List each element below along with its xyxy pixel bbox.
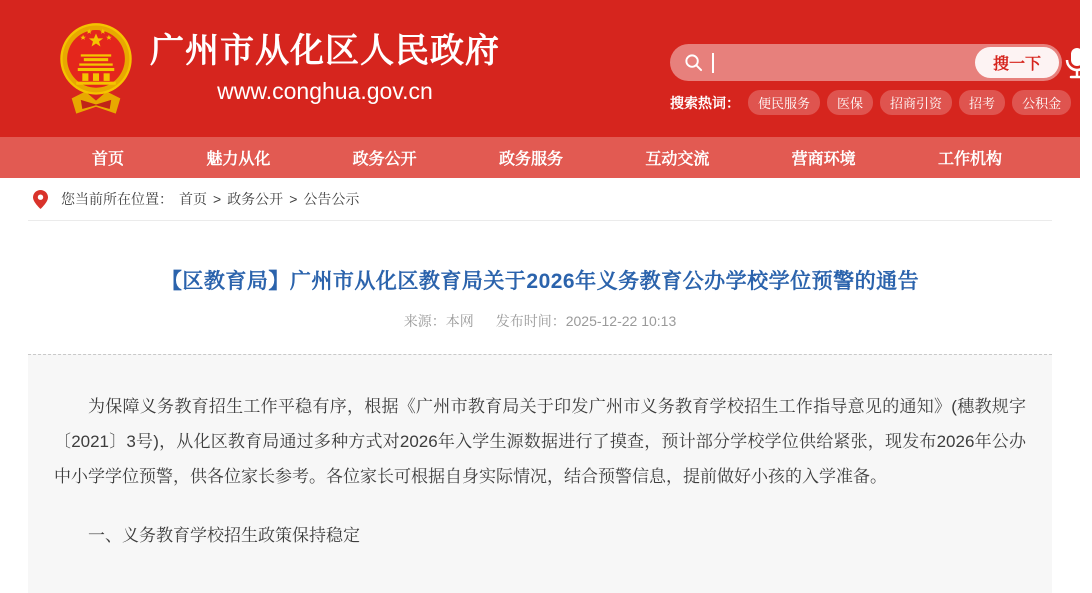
breadcrumb bbox=[0, 178, 1080, 220]
site-title: 广州市从化区人民政府 bbox=[150, 32, 500, 70]
source-value: 本网 bbox=[445, 313, 474, 329]
site-header bbox=[0, 0, 1080, 137]
breadcrumb-label: 您当前所在位置： bbox=[61, 191, 173, 207]
breadcrumb-divider bbox=[28, 220, 1052, 221]
microphone-icon[interactable] bbox=[1062, 46, 1092, 80]
nav-item-interaction[interactable]: 互动交流 bbox=[645, 151, 710, 168]
national-emblem-logo bbox=[58, 12, 134, 124]
hot-word-pill[interactable]: 医保 bbox=[827, 90, 873, 115]
search-button[interactable]: 搜一下 bbox=[975, 47, 1059, 78]
hot-word-pill[interactable]: 招考 bbox=[959, 90, 1005, 115]
nav-item-home[interactable]: 首页 bbox=[92, 151, 125, 168]
breadcrumb-announcements[interactable]: 公告公示 bbox=[303, 191, 360, 207]
main-nav bbox=[0, 137, 1080, 178]
location-pin-icon bbox=[33, 190, 48, 209]
hot-word-pill[interactable]: 便民服务 bbox=[748, 90, 820, 115]
article-meta bbox=[0, 311, 1080, 331]
article bbox=[0, 265, 1080, 593]
hot-word-pill[interactable]: 公积金 bbox=[1012, 90, 1071, 115]
article-title: 【区教育局】广州市从化区教育局关于2026年义务教育公办学校学位预警的通告 bbox=[160, 270, 920, 293]
article-section-heading: 一、义务教育学校招生政策保持稳定 bbox=[88, 526, 360, 545]
article-body bbox=[28, 354, 1052, 593]
publish-time-label: 发布时间： bbox=[495, 313, 566, 329]
article-paragraph: 为保障义务教育招生工作平稳有序，根据《广州市教育局关于印发广州市义务教育学校招生工作指导意见的通知》(穗教规字〔2021〕3号)，从化区教育局通过多种方式对2026年入学生源数据进行了摸查，预计部分学校学位供给紧张，现发布2026年公办中小学学位预警，供各位家长参考。各位家长可根据自身实际情况，结合预警信息，提前做好小孩的入学准备。 bbox=[54, 397, 1026, 486]
nav-item-business-env[interactable]: 营商环境 bbox=[791, 151, 856, 168]
brand-text bbox=[150, 29, 500, 107]
breadcrumb-home[interactable]: 首页 bbox=[179, 191, 207, 207]
search-icon bbox=[684, 53, 703, 72]
hot-words-label: 搜索热词： bbox=[670, 94, 740, 111]
search-bar bbox=[670, 44, 1062, 81]
hot-words-row bbox=[670, 90, 1062, 115]
breadcrumb-separator: > bbox=[289, 191, 298, 207]
nav-item-agencies[interactable]: 工作机构 bbox=[937, 151, 1002, 168]
site-url: www.conghua.gov.cn bbox=[217, 78, 433, 104]
publish-time-value: 2025-12-22 10:13 bbox=[565, 313, 677, 329]
search-area bbox=[670, 44, 1062, 115]
source-label: 来源： bbox=[403, 313, 446, 329]
hot-word-pill[interactable]: 招商引资 bbox=[880, 90, 952, 115]
breadcrumb-separator: > bbox=[213, 191, 222, 207]
site-brand[interactable] bbox=[58, 12, 500, 124]
nav-item-charm-conghua[interactable]: 魅力从化 bbox=[206, 151, 271, 168]
nav-item-gov-disclosure[interactable]: 政务公开 bbox=[352, 151, 417, 168]
nav-item-gov-services[interactable]: 政务服务 bbox=[498, 151, 563, 168]
breadcrumb-gov-disclosure[interactable]: 政务公开 bbox=[227, 191, 284, 207]
